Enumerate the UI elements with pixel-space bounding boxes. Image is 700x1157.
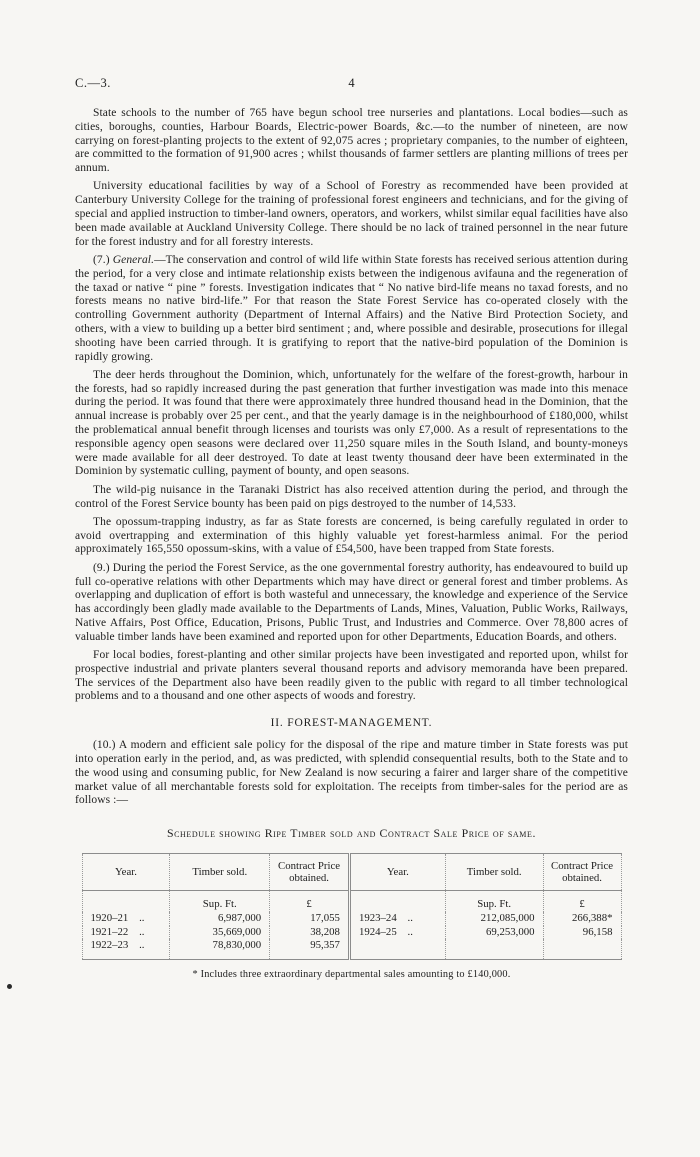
table-cell-unit-pound: £ [543,891,621,913]
table-cell-timber: 35,669,000 [170,926,270,939]
table-cell-unit-pound: £ [270,891,350,913]
table-footnote: * Includes three extraordinary departmental sales amounting to £140,000. [192,968,511,980]
column-header-timber-sold: Timber sold. [170,854,270,891]
paragraph-general-wildlife [75,254,628,364]
page-number: 4 [348,76,355,90]
column-header-year: Year. [82,854,170,891]
paragraph-body-text: —The conservation and control of wild life within State forests has received serious attention during the period, for a very close and intimate relationship exists between the indigenous avifauna and the regeneration of the taxad or native “ pine ” forests. Investigation indicates that “ No native bird-life means no taxad forests, and no forests means no native bird-life.” For that reason the State Forest Service has co-operated closely with the controlling Government authority (Department of Internal Affairs) and the Native Bird Protection Society, and others, with a view to building up a better bird sentiment ; and, where possible and desirable, prosecutions for illegal shooting have been carried through. It is gratifying to report that the native-bird population of the Dominion is rapidly growing. [75,253,628,363]
table-cell-year: 1921–22 .. [90,925,145,938]
paragraph-university-education: University educational facilities by way of a School of Forestry as recommended have been provided at Canterbury University College for the training of professional forest engineers and technicians, and for the giving of special and applied instruction to timber-land owners, operators, and workers, whilst similar equal facilities have also been made available at Auckland University College. There should be no lack of trained personnel in the near future for the forest industry and for all forestry interests. [75,180,628,248]
table-cell-timber: 78,830,000 [170,939,270,960]
column-header-year-2: Year. [349,854,445,891]
table-cell-year: 1923–24 .. [349,912,445,925]
table-cell-year: 1922–23 .. [90,938,145,951]
table-unit-row [82,891,621,913]
timber-sales-table [82,853,622,960]
table-cell-price [543,939,621,960]
paragraph-number: (7.) [93,253,113,266]
table-cell-timber [445,939,543,960]
column-header-contract-price: Contract Price obtained. [270,854,350,891]
paragraph-opossum-trapping: The opossum-trapping industry, as far as State forests are concerned, is being carefully regulated in order to avoid overtrapping and extermination of this highly valuable yet forest-harmless animal. For the period approximately 165,550 opossum-skins, with a value of £54,500, have been trapped from State forests. [75,515,628,556]
table-row [82,939,621,960]
table-row [82,926,621,939]
table-cell [349,891,445,913]
table-cell-unit-supft: Sup. Ft. [445,891,543,913]
print-artifact-dot [7,984,12,989]
table-cell-timber: 69,253,000 [445,926,543,939]
table-cell-price: 95,357 [270,939,350,960]
section-heading-forest-management: II. FOREST-MANAGEMENT. [270,717,433,730]
paragraph-sale-policy: (10.) A modern and efficient sale policy for the disposal of the ripe and mature timber in State forests was put into operation early in the period, and, as was predicted, with splendid consequential results, both to the State and to the wood using and consuming public, for New Zealand is now securing a fairer and larger share of the competitive market value of all merchantable forests sold for exploitation. The receipts from timber-sales for the period are as follows :— [75,739,628,807]
table-cell-price: 96,158 [543,926,621,939]
table-cell-timber: 212,085,000 [445,912,543,925]
table-cell-year: 1920–21 .. [90,912,145,925]
running-head [75,76,628,91]
paragraph-wild-pig: The wild-pig nuisance in the Taranaki District has also received attention during the period, and through the control of the Forest Service bounty has been paid on pigs destroyed to the number of 14,533. [75,483,628,510]
paragraph-deer-herds: The deer herds throughout the Dominion, which, unfortunately for the welfare of the forest-growth, harbour in the forests, had so rapidly increased during the past generation that further investigation was made into this menace during the period. It was found that there were approximately three hundred thousand head in the Dominion, that the annual increase is probably over 25 per cent., and that the yearly damage is in the neighbourhood of £180,000, whilst the problematical annual benefit through licenses and tourists was only £7,000. As a result of representations to the responsible agency open seasons were declared over 11,250 square miles in the South Island, and bounty-moneys were made available for all deer destroyed. To date at least twenty thousand deer have been exterminated in the Dominion by systematic culling, payment of bounty, and open seasons. [75,368,628,478]
table-cell-timber: 6,987,000 [170,912,270,925]
paragraph-italic-lead: General. [112,253,155,266]
paragraph-cooperative-relations: (9.) During the period the Forest Service, as the one governmental forestry authority, has endeavoured to build up full co-operative relations with other Departments which may have direct or general forest and timber problems. As overlapping and duplication of effort is both wasteful and unnecessary, the knowledge and experience of the Service has accordingly been gladly made available to the Departments of Lands, Mines, Valuation, Public Works, Railways, Native Affairs, Post Office, Education, Prisons, Public Trust, and Industries and Commerce. Over 78,800 acres of valuable timber lands have been examined and reported upon for other Departments, Education Boards, and others. [75,561,628,643]
table-title: Schedule showing Ripe Timber sold and Contract Sale Price of same. [166,826,537,841]
table-cell-year [349,939,445,960]
table-cell-unit-supft: Sup. Ft. [170,891,270,913]
table-cell-year: 1924–25 .. [349,926,445,939]
document-ref: C.—3. [75,76,111,90]
table-cell-price: 38,208 [270,926,350,939]
table-header-row [82,854,621,891]
table-cell-price: 17,055 [270,912,350,925]
paragraph-state-schools: State schools to the number of 765 have begun school tree nurseries and plantations. Local bodies—such as cities, boroughs, counties, Harbour Boards, Electric-power Boards, &c.—to the number of nineteen, are now carrying on forest-planting projects to the extent of 92,075 acres ; proprietary companies, to the number of eighteen, are committed to the formation of 91,900 acres ; whilst thousands of farmer settlers are planting millions of trees per annum. [75,107,628,175]
table-cell [82,891,170,913]
column-header-timber-sold-2: Timber sold. [445,854,543,891]
column-header-contract-price-2: Contract Price obtained. [543,854,621,891]
paragraph-local-bodies: For local bodies, forest-planting and other similar projects have been investigated and reported upon, whilst for prospective industrial and private planters several thousand reports and advisory memoranda have been prepared. The services of the Department also have been readily given to the public with regard to all timber technological problems and to a thousand and one other aspects of woods and forestry. [75,648,628,703]
table-cell-price: 266,388* [543,912,621,925]
table-row [82,912,621,925]
